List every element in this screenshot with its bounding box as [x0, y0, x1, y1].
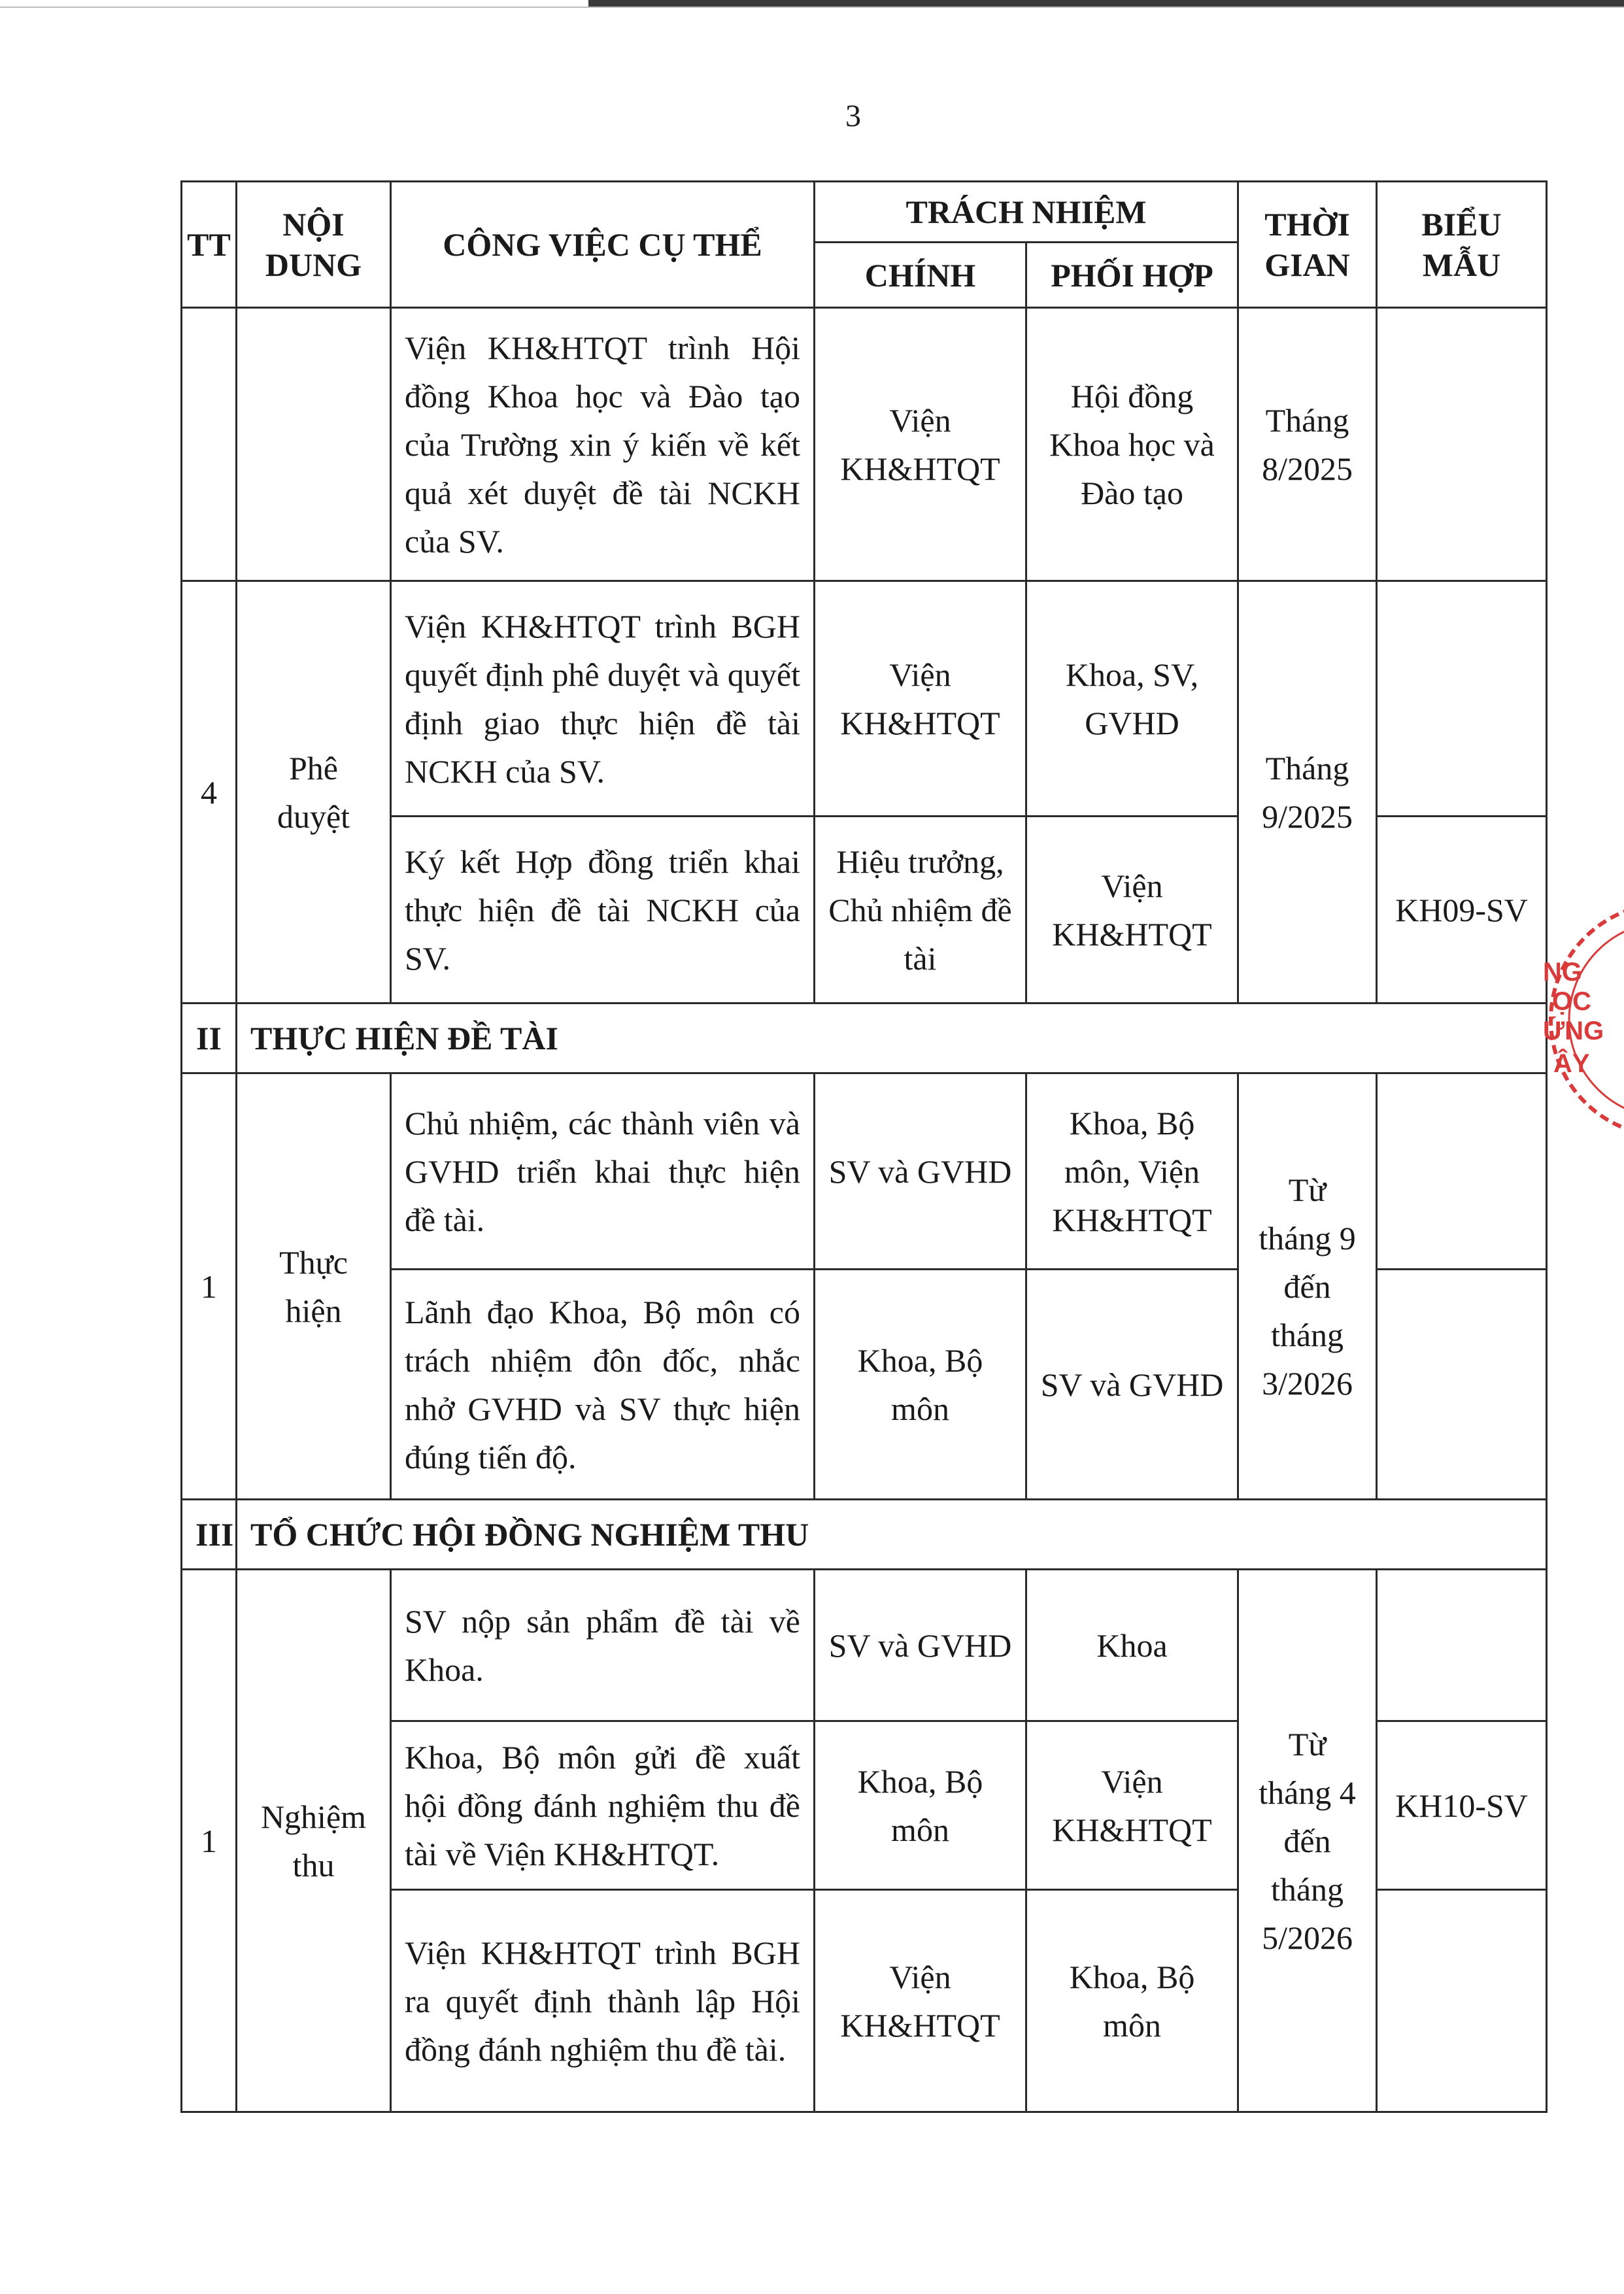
header-bieu-mau: BIỂU MẪU — [1377, 182, 1547, 308]
tt-cell — [182, 308, 237, 581]
coord-resp-cell: Viện KH&HTQT — [1026, 817, 1238, 1004]
header-cong-viec: CÔNG VIỆC CỤ THỂ — [391, 182, 815, 308]
task-cell: Viện KH&HTQT trình BGH quyết định phê duyệt và quyết định giao thực hiện đề tài NCKH của SV. — [391, 581, 815, 817]
form-cell: KH09-SV — [1377, 817, 1547, 1004]
table-row — [182, 1570, 1547, 1721]
main-resp-cell: Khoa, Bộ môn — [815, 1721, 1026, 1890]
coord-resp-cell: Khoa — [1026, 1570, 1238, 1721]
content-cell: Nghiệm thu — [237, 1570, 391, 2112]
form-cell — [1377, 1570, 1547, 1721]
main-resp-cell: Viện KH&HTQT — [815, 308, 1026, 581]
header-tt: TT — [182, 182, 237, 308]
coord-resp-cell: Viện KH&HTQT — [1026, 1721, 1238, 1890]
coord-resp-cell: SV và GVHD — [1026, 1270, 1238, 1500]
task-cell: Khoa, Bộ môn gửi đề xuất hội đồng đánh nghiệm thu đề tài về Viện KH&HTQT. — [391, 1721, 815, 1890]
header-trach-nhiem: TRÁCH NHIỆM — [815, 182, 1238, 243]
main-resp-cell: Khoa, Bộ môn — [815, 1270, 1026, 1500]
form-cell — [1377, 1073, 1547, 1270]
table-row — [182, 308, 1547, 581]
svg-text:ÂY: ÂY — [1553, 1049, 1590, 1078]
time-cell: Tháng 8/2025 — [1238, 308, 1377, 581]
table-row — [182, 581, 1547, 817]
form-cell — [1377, 1270, 1547, 1500]
task-cell: Viện KH&HTQT trình BGH ra quyết định thành lập Hội đồng đánh nghiệm thu đề tài. — [391, 1890, 815, 2112]
form-cell — [1377, 1890, 1547, 2112]
svg-text:NG: NG — [1543, 958, 1582, 987]
form-cell: KH10-SV — [1377, 1721, 1547, 1890]
header-noi-dung: NỘI DUNG — [237, 182, 391, 308]
table-row — [182, 1073, 1547, 1270]
tt-cell: 1 — [182, 1570, 237, 2112]
header-thoi-gian: THỜI GIAN — [1238, 182, 1377, 308]
task-cell: Ký kết Hợp đồng triển khai thực hiện đề tài NCKH của SV. — [391, 817, 815, 1004]
plan-table-wrapper — [180, 180, 1546, 2113]
section-title: TỔ CHỨC HỘI ĐỒNG NGHIỆM THU — [237, 1500, 1547, 1570]
main-resp-cell: Viện KH&HTQT — [815, 1890, 1026, 2112]
header-chinh: CHÍNH — [815, 243, 1026, 308]
section-roman: III — [182, 1500, 237, 1570]
content-cell — [237, 308, 391, 581]
task-cell: Lãnh đạo Khoa, Bộ môn có trách nhiệm đôn đốc, nhắc nhở GVHD và SV thực hiện đúng tiến độ. — [391, 1270, 815, 1500]
main-resp-cell: Hiệu trưởng, Chủ nhiệm đề tài — [815, 817, 1026, 1004]
section-row — [182, 1500, 1547, 1570]
main-resp-cell: SV và GVHD — [815, 1570, 1026, 1721]
task-cell: Viện KH&HTQT trình Hội đồng Khoa học và Đào tạo của Trường xin ý kiến về kết quả xét duyệt đề tài NCKH của SV. — [391, 308, 815, 581]
form-cell — [1377, 581, 1547, 817]
coord-resp-cell: Khoa, SV, GVHD — [1026, 581, 1238, 817]
content-cell: Thực hiện — [237, 1073, 391, 1500]
main-resp-cell: SV và GVHD — [815, 1073, 1026, 1270]
time-cell: Từ tháng 4 đến tháng 5/2026 — [1238, 1570, 1377, 2112]
time-cell: Tháng 9/2025 — [1238, 581, 1377, 1004]
svg-text:ỌC: ỌC — [1552, 987, 1591, 1016]
task-cell: Chủ nhiệm, các thành viên và GVHD triển khai thực hiện đề tài. — [391, 1073, 815, 1270]
header-phoi-hop: PHỐI HỢP — [1026, 243, 1238, 308]
main-resp-cell: Viện KH&HTQT — [815, 581, 1026, 817]
svg-text:ỨNG: ỨNG — [1543, 1017, 1604, 1045]
coord-resp-cell: Khoa, Bộ môn, Viện KH&HTQT — [1026, 1073, 1238, 1270]
section-roman: II — [182, 1004, 237, 1073]
section-row — [182, 1004, 1547, 1073]
scan-edge-shadow — [0, 7, 1624, 8]
time-cell: Từ tháng 9 đến tháng 3/2026 — [1238, 1073, 1377, 1500]
form-cell — [1377, 308, 1547, 581]
plan-table — [180, 180, 1548, 2113]
tt-cell: 1 — [182, 1073, 237, 1500]
task-cell: SV nộp sản phẩm đề tài về Khoa. — [391, 1570, 815, 1721]
content-cell: Phê duyệt — [237, 581, 391, 1004]
page-number: 3 — [845, 99, 861, 133]
section-title: THỰC HIỆN ĐỀ TÀI — [237, 1004, 1547, 1073]
coord-resp-cell: Hội đồng Khoa học và Đào tạo — [1026, 308, 1238, 581]
scan-edge-line — [588, 0, 1624, 7]
red-seal-stamp-icon — [1523, 889, 1624, 1151]
coord-resp-cell: Khoa, Bộ môn — [1026, 1890, 1238, 2112]
tt-cell: 4 — [182, 581, 237, 1004]
